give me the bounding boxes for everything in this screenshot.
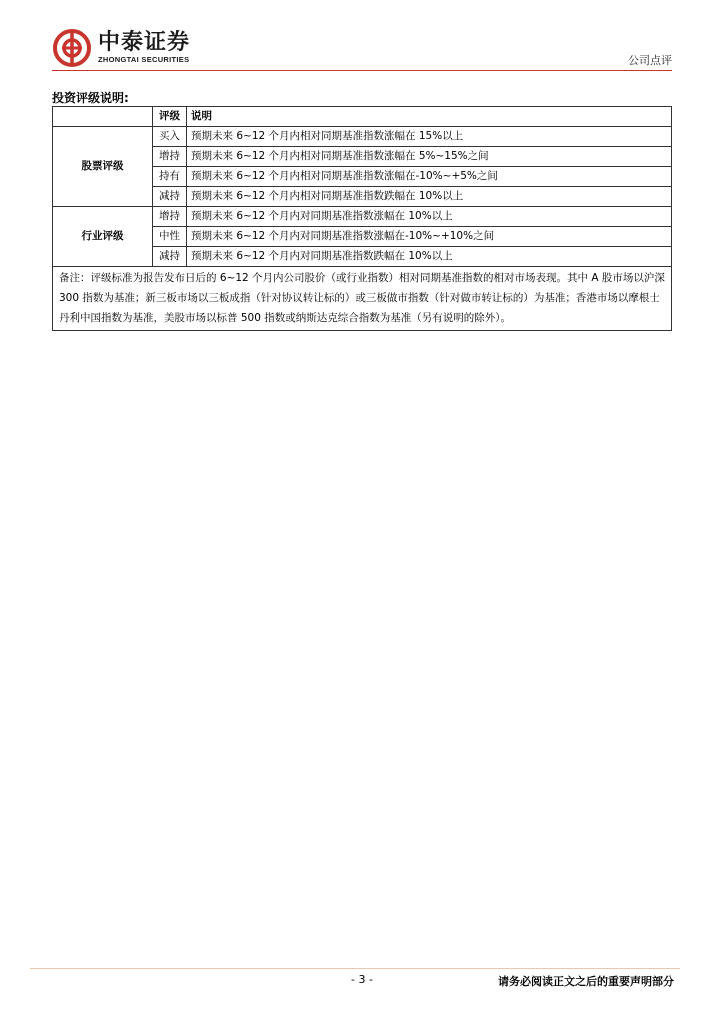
rating-description: 预期未来 6~12 个月内相对同期基准指数跌幅在 10%以上 — [187, 187, 672, 207]
table-header-grade: 评级 — [153, 107, 187, 127]
table-header-description: 说明 — [187, 107, 672, 127]
investment-rating-table — [52, 106, 672, 331]
footer-divider — [30, 968, 680, 969]
table-header-row — [53, 107, 672, 127]
rating-description: 预期未来 6~12 个月内对同期基准指数跌幅在 10%以上 — [187, 247, 672, 267]
header-divider — [52, 70, 672, 71]
stock-rating-category: 股票评级 — [53, 127, 153, 207]
report-type-label: 公司点评 — [628, 54, 672, 67]
company-logo — [52, 28, 190, 68]
rating-grade: 买入 — [153, 127, 187, 147]
rating-grade: 中性 — [153, 227, 187, 247]
section-title: 投资评级说明: — [52, 91, 129, 105]
rating-note: 备注：评级标准为报告发布日后的 6~12 个月内公司股价（或行业指数）相对同期基准指数的相对市场表现。其中 A 股市场以沪深 300 指数为基准；新三板市场以三板成指（针对协议转让标的）或三板做市指数（针对做市转让标的）为基准；香港市场以摩根士丹利中国指数为基准，美股市场以标普 500 指数或纳斯达克综合指数为基准（另有说明的除外）。 — [53, 267, 672, 331]
table-row — [53, 207, 672, 227]
zhongtai-logo-icon — [52, 28, 92, 68]
rating-grade: 减持 — [153, 187, 187, 207]
footer-disclaimer: 请务必阅读正文之后的重要声明部分 — [498, 975, 674, 988]
rating-grade: 持有 — [153, 167, 187, 187]
page-number: - 3 - — [351, 973, 373, 986]
rating-description: 预期未来 6~12 个月内相对同期基准指数涨幅在 5%~15%之间 — [187, 147, 672, 167]
rating-grade: 增持 — [153, 147, 187, 167]
table-header-blank-cell — [53, 107, 153, 127]
rating-grade: 增持 — [153, 207, 187, 227]
rating-description: 预期未来 6~12 个月内对同期基准指数涨幅在 10%以上 — [187, 207, 672, 227]
table-note-row — [53, 267, 672, 331]
rating-grade: 减持 — [153, 247, 187, 267]
logo-english-name: ZHONGTAI SECURITIES — [98, 55, 190, 64]
industry-rating-category: 行业评级 — [53, 207, 153, 267]
rating-description: 预期未来 6~12 个月内相对同期基准指数涨幅在 15%以上 — [187, 127, 672, 147]
logo-chinese-name: 中泰证券 — [98, 30, 191, 55]
rating-description: 预期未来 6~12 个月内相对同期基准指数涨幅在-10%~+5%之间 — [187, 167, 672, 187]
table-row — [53, 127, 672, 147]
rating-description: 预期未来 6~12 个月内对同期基准指数涨幅在-10%~+10%之间 — [187, 227, 672, 247]
